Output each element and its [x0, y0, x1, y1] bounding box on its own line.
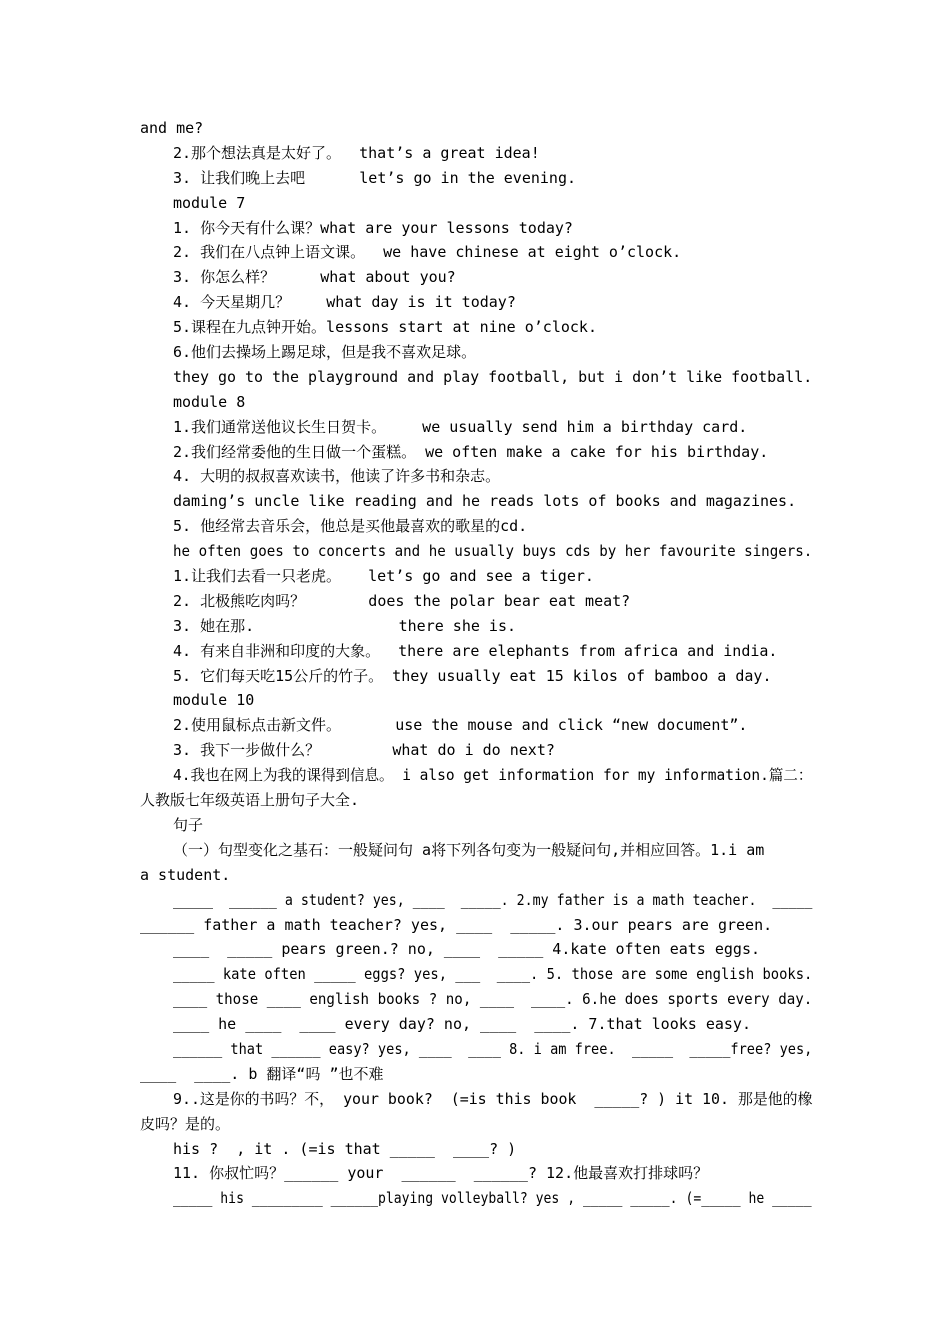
- text-line: 3. 我下一步做什么？ what do i do next?: [173, 741, 555, 760]
- text-line: 2.我们经常委他的生日做一个蛋糕。 we often make a cake for his birthday.: [173, 442, 769, 461]
- text-line: 6.他们去操场上踢足球，但是我不喜欢足球。: [173, 343, 477, 362]
- exercise-line: his ? , it . (=is that _____ ____? ): [173, 1139, 517, 1158]
- exercise-line: _____ ______ a student? yes, ____ _____. 2.my father is a math teacher. _____: [173, 890, 813, 909]
- exercise-line: 11. 你叔忙吗？______ your ______ ______? 12.他最喜欢打排球吗？: [173, 1164, 709, 1183]
- exercise-line: _____ kate often _____ eggs? yes, ___ ____. 5. those are some english books.: [173, 965, 813, 984]
- exercise-line: ______ that ______ easy? yes, ____ ____ 8. i am free. _____ _____free? yes,: [173, 1039, 813, 1058]
- text-line: 1.让我们去看一只老虎。 let’s go and see a tiger.: [173, 567, 594, 586]
- text-line: 4. 大明的叔叔喜欢读书，他读了许多书和杂志。: [173, 467, 501, 486]
- text-line: 2.使用鼠标点击新文件。 use the mouse and click “new document”.: [173, 716, 748, 735]
- exercise-line: 9..这是你的书吗？不， your book? (=is this book _____? ) it 10. 那是他的橡: [173, 1089, 813, 1108]
- text-line: 5.课程在九点钟开始。lessons start at nine o’clock.: [173, 318, 597, 337]
- text-line: 2. 北极熊吃肉吗？ does the polar bear eat meat?: [173, 591, 631, 610]
- text-line: they go to the playground and play football, but i don’t like football.: [173, 367, 813, 386]
- document-page: [140, 116, 812, 1211]
- exercise-line: _____ his _________ ______playing volleyball? yes , _____ _____. (=_____ he _____: [173, 1189, 812, 1208]
- text-line: and me?: [140, 119, 204, 137]
- text-line: daming’s uncle like reading and he reads lots of books and magazines.: [173, 492, 797, 511]
- text-line: 2. 我们在八点钟上语文课。 we have chinese at eight o’clock.: [173, 243, 682, 262]
- text-line: 人教版七年级英语上册句子大全.: [140, 791, 360, 810]
- text-line: 4. 今天星期几？ what day is it today?: [173, 293, 516, 312]
- module-heading: module 7: [173, 193, 246, 212]
- module-heading: module 10: [173, 691, 255, 710]
- exercise-line: ____ _____ pears green.? no, ____ _____ 4.kate often eats eggs.: [173, 940, 760, 959]
- text-line: 5. 他经常去音乐会，他总是买他最喜欢的歌星的cd.: [173, 517, 528, 536]
- text-line: 2.那个想法真是太好了。 that’s a great idea!: [173, 143, 540, 162]
- text-line: 4. 有来自非洲和印度的大象。 there are elephants from africa and india.: [173, 641, 778, 660]
- text-line: a student.: [140, 865, 231, 884]
- exercise-line: 皮吗？是的。: [140, 1114, 231, 1133]
- text-line: 3. 你怎么样？ what about you?: [173, 268, 456, 287]
- text-line: 1.我们通常送他议长生日贺卡。 we usually send him a birthday card.: [173, 417, 748, 436]
- text-line: 3. 让我们晚上去吧 let’s go in the evening.: [173, 168, 577, 187]
- text-line: 3. 她在那. there she is.: [173, 616, 517, 635]
- text-line: （一）句型变化之基石：一般疑问句 a将下列各句变为一般疑问句,并相应回答。1.i am: [173, 840, 765, 859]
- text-line: 5. 它们每天吃15公斤的竹子。 they usually eat 15 kilos of bamboo a day.: [173, 666, 772, 685]
- exercise-line: ____ those ____ english books ? no, ____ ____. 6.he does sports every day.: [173, 990, 813, 1009]
- exercise-line: ______ father a math teacher? yes, ____ _____. 3.our pears are green.: [140, 915, 773, 934]
- text-line: he often goes to concerts and he usually buys cds by her favourite singers.: [173, 542, 813, 561]
- exercise-line: ____ he ____ ____ every day? no, ____ ____. 7.that looks easy.: [173, 1015, 751, 1034]
- exercise-line: ____ ____. b 翻译“吗 ”也不难: [140, 1064, 384, 1083]
- module-heading: module 8: [173, 392, 246, 411]
- section-heading: 句子: [173, 815, 204, 834]
- text-line: 4.我也在网上为我的课得到信息。 i also get information for my information.篇二：: [173, 766, 813, 785]
- text-line: 1. 你今天有什么课？what are your lessons today?: [173, 218, 573, 237]
